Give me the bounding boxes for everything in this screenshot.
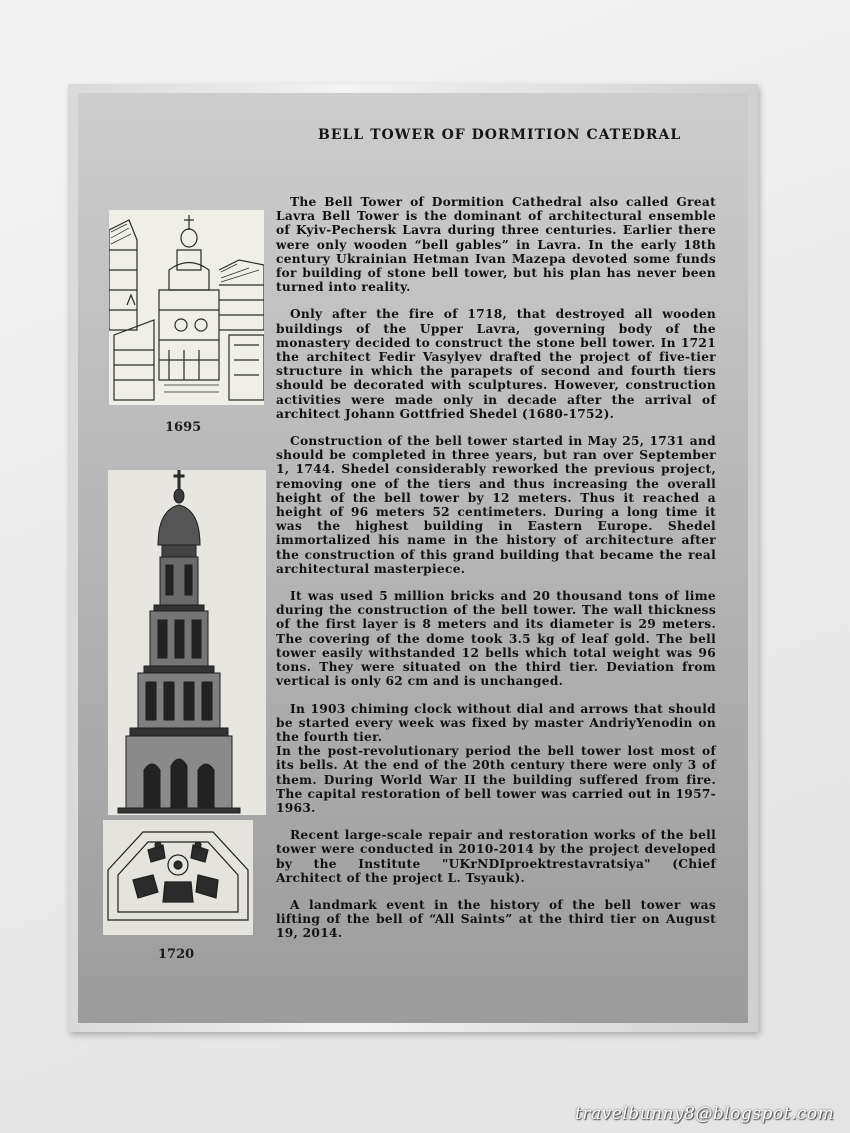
lavra-sketch-1695-image bbox=[109, 210, 264, 405]
plaque-title: BELL TOWER OF DORMITION CATEDRAL bbox=[318, 127, 682, 143]
paragraph-construction: Construction of the bell tower started in May 25, 1731 and should be completed in three years, but ran over September 1, 1744. Shedel considerably reworked the previous project, removing one of the tiers and thus increasing the overall height of the bell tower by 12 meters. Thus it reached a height of 96 meters 52 centimeters. During a long time it was the highest building in Eastern Europe. Shedel immortalized his name in the history of architecture after the construction of this grand building that became the real architectural masterpiece. bbox=[276, 434, 716, 576]
paragraph-clock-1903: In 1903 chiming clock without dial and arrows that should be started every week was fixed by master AndriyYenodin on the fourth tier. bbox=[276, 701, 716, 744]
paragraph-landmark-event: A landmark event in the history of the bell tower was lifting of the bell of “All Saints” at the third tier on August 19, 2014. bbox=[276, 897, 716, 941]
paragraph-intro: The Bell Tower of Dormition Cathedral also called Great Lavra Bell Tower is the dominant of architectural ensemble of Kyiv-Pechersk Lavra during three centuries. Earlier there were only wooden “bell gables” in Lavra. In the early 18th century Ukrainian Hetman Ivan Mazepa devoted some funds for building of stone bell tower, but his plan has never been turned into reality. bbox=[276, 195, 716, 295]
paragraph-post-revolution: In the post-revolutionary period the bell tower lost most of its bells. At the end of the 20th century there were only 3 of them. During World War II the building suffered from fire. The capital restoration of bell tower was carried out in 1957-1963. bbox=[276, 744, 716, 815]
paragraph-restoration: Recent large-scale repair and restoration works of the bell tower were conducted in 2010-2014 by the project developed by the Institute "UKrNDIproektrestavratsiya" (Chief Architect of the project L. Tsyauk). bbox=[276, 828, 716, 885]
floor-plan-image bbox=[103, 820, 253, 935]
plaque-text-column bbox=[276, 195, 716, 954]
paragraph-fire-1718: Only after the fire of 1718, that destroyed all wooden buildings of the Upper Lavra, governing body of the monastery decided to construct the stone bell tower. In 1721 the architect Fedir Vasylyev drafted the project of five-tier structure in which the parapets of second and fourth tiers should be decorated with sculptures. However, construction activities were made only in decade after the arrival of architect Johann Gottfried Shedel (1680-1752). bbox=[276, 307, 716, 421]
second-image-caption: 1720 bbox=[158, 947, 195, 962]
watermark-text: travelbunny8@blogspot.com bbox=[575, 1104, 835, 1124]
paragraph-materials: It was used 5 million bricks and 20 thousand tons of lime during the construction of the bell tower. The wall thickness of the first layer is 8 meters and its diameter is 29 meters. The covering of the dome took 3.5 kg of leaf gold. The bell tower easily withstanded 12 bells which total weight was 96 tons. They were situated on the third tier. Deviation from vertical is only 62 cm and is unchanged. bbox=[276, 589, 716, 689]
bell-tower-drawing-image bbox=[108, 470, 266, 815]
first-image-caption: 1695 bbox=[165, 420, 202, 435]
